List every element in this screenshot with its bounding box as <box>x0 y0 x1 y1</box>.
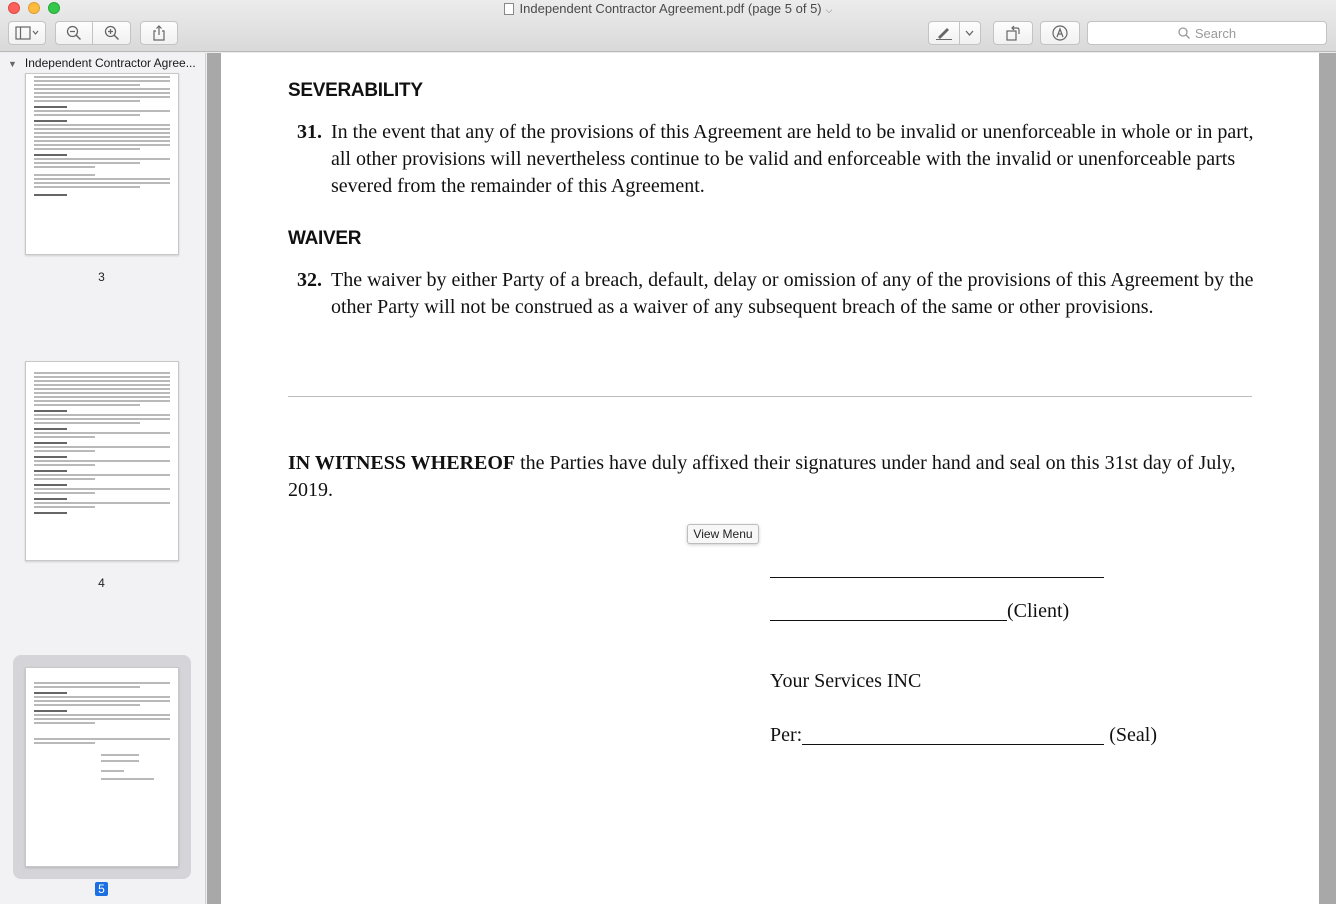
zoom-out-button[interactable] <box>56 22 93 44</box>
clause-number: 31. <box>297 121 322 143</box>
signature-underline <box>802 725 1104 745</box>
witness-paragraph <box>288 450 1258 504</box>
annotate-icon <box>1052 25 1068 41</box>
thumbnail-label-5 <box>0 882 203 896</box>
seal-label: (Seal) <box>1109 724 1157 746</box>
rotate-icon <box>1004 25 1022 41</box>
waiver-heading: WAIVER <box>288 228 362 249</box>
sidebar-icon <box>15 26 39 40</box>
sidebar-toggle-button[interactable] <box>8 21 46 45</box>
pdf-document-icon <box>504 3 514 15</box>
document-viewer[interactable] <box>207 53 1336 904</box>
thumbnail-label-4: 4 <box>98 576 105 590</box>
disclosure-triangle-icon[interactable]: ▼ <box>8 59 17 69</box>
zoom-in-button[interactable] <box>93 22 130 44</box>
thumbnail-label-3: 3 <box>98 270 105 284</box>
title-bar <box>0 0 1336 52</box>
sidebar-document-header[interactable] <box>8 56 203 74</box>
signature-underline <box>770 558 1104 578</box>
page-thumbnail-3[interactable] <box>25 73 179 255</box>
view-menu-tooltip[interactable]: View Menu <box>687 524 759 544</box>
page-thumbnail-5[interactable] <box>25 667 179 867</box>
chevron-down-icon: ⌵ <box>825 5 833 15</box>
markup-button[interactable] <box>929 22 960 44</box>
sidebar-document-title: Independent Contractor Agree... <box>24 56 196 70</box>
window-title[interactable] <box>0 0 1336 19</box>
zoom-out-icon <box>66 25 82 41</box>
markup-controls <box>928 21 981 45</box>
signature-line-blank <box>770 557 1104 580</box>
window-title-text: Independent Contractor Agreement.pdf (page 5 of 5) <box>519 1 822 16</box>
current-page-badge: 5 <box>95 882 108 896</box>
witness-bold: IN WITNESS WHEREOF <box>288 452 516 474</box>
search-placeholder: Search <box>1194 25 1237 41</box>
search-icon <box>1178 27 1190 39</box>
pdf-page <box>221 53 1319 904</box>
per-signature-line <box>770 724 1157 747</box>
search-input[interactable] <box>1087 21 1327 45</box>
thumbnail-sidebar[interactable] <box>0 53 206 904</box>
clause-number: 32. <box>297 269 322 291</box>
per-label: Per: <box>770 724 803 746</box>
signature-underline <box>770 601 1007 621</box>
clause-text: In the event that any of the provisions of this Agreement are held to be invalid or unenforceable in whole or in part, all other provisions will nevertheless continue to be valid and enforceable with the invalid or unenforceable parts severed from the remainder of this Agreement. <box>331 121 1254 197</box>
witness-text: the Parties have duly affixed their signatures under hand and seal on this 31st day of July, 2019. <box>288 452 1236 501</box>
pen-icon <box>935 26 953 40</box>
share-icon <box>152 25 166 41</box>
clause-text: The waiver by either Party of a breach, default, delay or omission of any of the provisions of this Agreement by the other Party will not be construed as a waiver of any subsequent breach of the same or other provisions. <box>331 269 1254 318</box>
markup-menu-button[interactable] <box>960 22 980 44</box>
client-signature-line <box>770 600 1069 623</box>
markup-toolbar-button[interactable] <box>1040 21 1080 45</box>
page-thumbnail-4[interactable] <box>25 361 179 561</box>
rotate-button[interactable] <box>993 21 1033 45</box>
zoom-controls <box>55 21 131 45</box>
company-name: Your Services INC <box>770 670 922 692</box>
chevron-down-icon <box>965 30 974 36</box>
section-divider <box>288 396 1252 397</box>
share-button[interactable] <box>140 21 178 45</box>
zoom-in-icon <box>104 25 120 41</box>
severability-heading: SEVERABILITY <box>288 80 423 101</box>
client-label: (Client) <box>1007 600 1070 622</box>
